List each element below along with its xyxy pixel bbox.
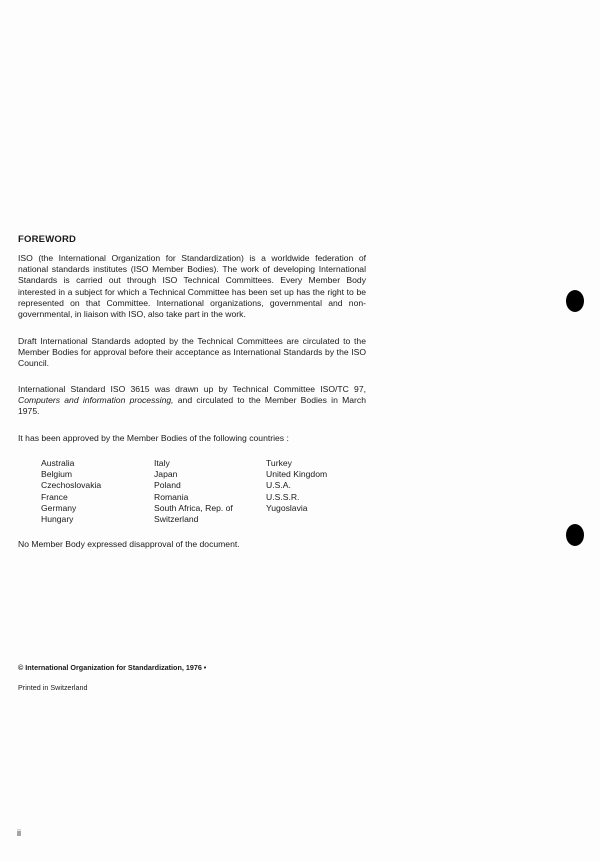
country-item: Belgium <box>41 469 73 480</box>
iso-description-paragraph: ISO (the International Organization for Standardization) is a worldwide federation of national standards institutes (ISO Member Bodies). The work of developing International Standards is carried out through ISO Technical Committees. Every Member Body interested in a subject for which a Technical Committee has been set up has the right to be represented on that Committee. International organizations, governmental and non-governmental, in liaison with ISO, also take part in the work. <box>18 253 366 320</box>
country-item: Switzerland <box>154 514 199 525</box>
page-number: ii <box>17 828 21 838</box>
country-item: U.S.A. <box>266 480 291 491</box>
approval-intro-paragraph: It has been approved by the Member Bodies of the following countries : <box>18 433 289 443</box>
standard-origin-paragraph <box>18 384 366 418</box>
country-item: Japan <box>154 469 178 480</box>
country-item: U.S.S.R. <box>266 491 300 502</box>
draft-standards-paragraph: Draft International Standards adopted by the Technical Committees are circulated to the Member Bodies for approval before their acceptance as International Standards by the ISO Council. <box>18 336 366 369</box>
standard-origin-text-1: International Standard ISO 3615 was drawn up by Technical Committee ISO/TC 97, <box>18 384 366 394</box>
country-item: United Kingdom <box>266 469 328 480</box>
country-item: France <box>41 491 68 502</box>
no-disapproval-paragraph: No Member Body expressed disapproval of the document. <box>18 539 240 549</box>
country-item: Turkey <box>266 458 292 468</box>
country-item: Poland <box>154 480 181 491</box>
country-column-2 <box>154 458 233 525</box>
country-item: Australia <box>41 458 75 468</box>
foreword-heading: FOREWORD <box>18 234 77 245</box>
copyright-notice: © International Organization for Standardization, 1976 • <box>18 663 207 672</box>
standard-origin-text-2: and circulated to the Member Bodies in March 1975. <box>18 395 366 417</box>
committee-title: Computers and information processing, <box>18 395 174 406</box>
country-column-1 <box>41 458 101 525</box>
country-item: Italy <box>154 458 170 468</box>
country-item: Czechoslovakia <box>41 480 102 491</box>
punch-hole-mark <box>566 290 584 312</box>
country-item: Romania <box>154 491 189 502</box>
country-item: South Africa, Rep. of <box>154 502 233 513</box>
country-item: Hungary <box>41 514 74 525</box>
country-item: Germany <box>41 502 77 513</box>
country-column-3 <box>266 458 327 514</box>
printed-location: Printed in Switzerland <box>18 683 88 692</box>
country-item: Yugoslavia <box>266 502 308 513</box>
punch-hole-mark <box>566 524 584 546</box>
